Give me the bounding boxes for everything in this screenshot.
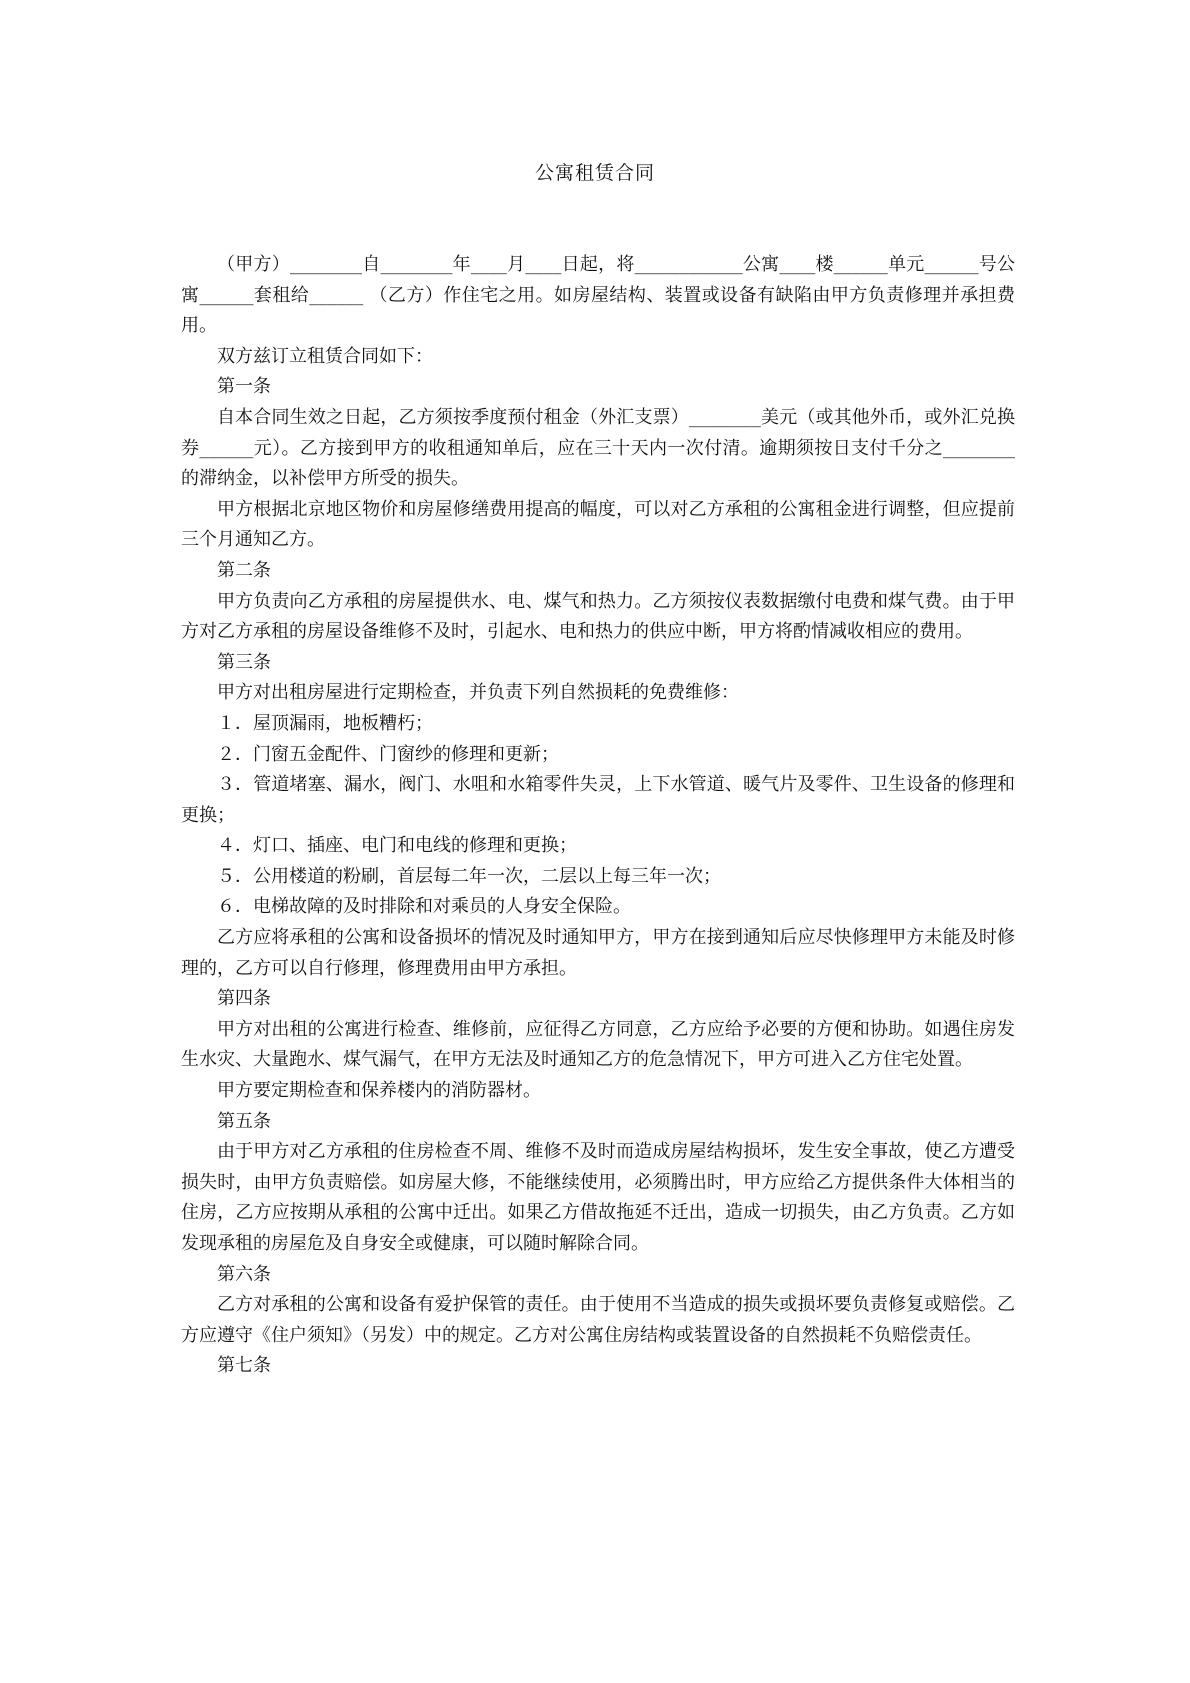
paragraph: 甲方要定期检查和保养楼内的消防器材。 [217,1080,541,1102]
article-heading-1: 第一条 [217,376,271,398]
list-item: １．屋顶漏雨，地板糟朽； [217,712,433,734]
paragraph: 乙方对承租的公寓和设备有爱护保管的责任。由于使用不当造成的损失或损坏要负责修复或赔偿。乙方应遵守《住户须知》（另发）中的规定。乙方对公寓住房结构或装置设备的自然损耗不负赔偿责任。 [181,1294,1015,1346]
paragraph: 甲方对出租房屋进行定期检查，并负责下列自然损耗的免费维修： [217,682,739,704]
article-heading-6: 第六条 [217,1263,271,1285]
paragraph: 由于甲方对乙方承租的住房检查不周、维修不及时而造成房屋结构损坏，发生安全事故，使乙方遭受损失时，由甲方负责赔偿。如房屋大修，不能继续使用，必须腾出时，甲方应给乙方提供条件大体相当的住房，乙方应按期从承租的公寓中迁出。如果乙方借故拖延不迁出，造成一切损失，由乙方负责。乙方如发现承租的房屋危及自身安全或健康，可以随时解除合同。 [181,1141,1015,1254]
list-item: ２．门窗五金配件、门窗纱的修理和更新； [217,743,559,765]
list-item: ４．灯口、插座、电门和电线的修理和更换； [217,835,577,857]
article-heading-7: 第七条 [217,1355,271,1377]
paragraph-intro: 双方兹订立租赁合同如下： [217,345,433,367]
article-heading-5: 第五条 [217,1110,271,1132]
paragraph: 甲方负责向乙方承租的房屋提供水、电、煤气和热力。乙方须按仪表数据缴付电费和煤气费。由于甲方对乙方承租的房屋设备维修不及时，引起水、电和热力的供应中断，甲方将酌情减收相应的费用。 [181,590,1015,643]
document-title: 公寓租赁合同 [534,162,655,184]
paragraph-preamble: （甲方）________自________年____月____日起，将____________公寓____楼______单元______号公寓______套租给______ （乙方）作住宅之用。如房屋结构、装置或设备有缺陷由甲方负责修理并承担费用。 [181,254,1015,337]
article-heading-3: 第三条 [217,651,271,673]
list-item: ６．电梯故障的及时排除和对乘员的人身安全保险。 [217,896,631,918]
list-item: ３．管道堵塞、漏水，阀门、水咀和水箱零件失灵，上下水管道、暖气片及零件、卫生设备的修理和更换； [181,774,1015,826]
article-heading-2: 第二条 [217,559,271,581]
paragraph: 自本合同生效之日起，乙方须按季度预付租金（外汇支票）________美元（或其他外币，或外汇兑换券______元）。乙方接到甲方的收租通知单后，应在三十天内一次付清。逾期须按日支付千分之________的滞纳金，以补偿甲方所受的损失。 [181,406,1015,490]
paragraph: 甲方对出租的公寓进行检查、维修前，应征得乙方同意，乙方应给予必要的方便和协助。如遇住房发生水灾、大量跑水、煤气漏气，在甲方无法及时通知乙方的危急情况下，甲方可进入乙方住宅处置。 [181,1018,1015,1071]
paragraph: 乙方应将承租的公寓和设备损坏的情况及时通知甲方，甲方在接到通知后应尽快修理甲方未能及时修理的，乙方可以自行修理，修理费用由甲方承担。 [181,927,1015,979]
paragraph: 甲方根据北京地区物价和房屋修缮费用提高的幅度，可以对乙方承租的公寓租金进行调整，但应提前三个月通知乙方。 [181,498,1015,551]
document-body [181,250,1015,1382]
list-item: ５．公用楼道的粉刷，首层每二年一次，二层以上每三年一次； [217,865,721,887]
article-heading-4: 第四条 [217,988,271,1010]
